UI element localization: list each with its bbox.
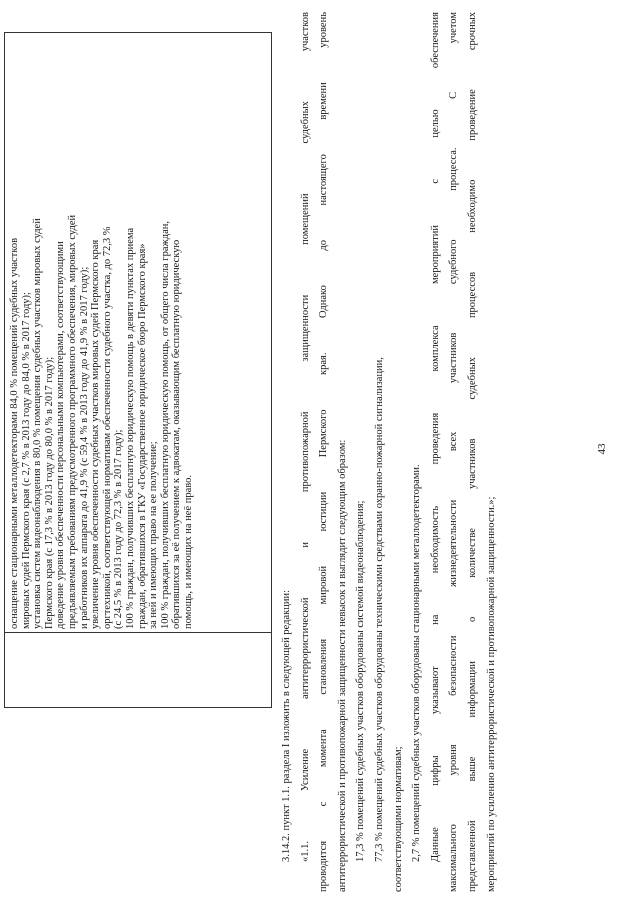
paragraph-line: максимального уровня безопасности жизнедеятельности всех участников судебного процесса. С учетом xyxy=(448,12,460,892)
paragraph-line: проводится с момента становления мировой юстиции Пермского края. Однако до настоящего времени уровень xyxy=(318,12,330,892)
table-line: граждан, обратившихся в ГКУ «Государственное юридическое бюро Пермского края» xyxy=(136,243,148,629)
table-line: и работников их аппарата до 41,9 % (с 59,4 % в 2013 году до 41,9 % в 2017 году); xyxy=(78,266,90,629)
paragraph-line: представленной выше информации о количестве участников судебных процессов необходимо проведение срочных xyxy=(466,12,478,892)
paragraph-line: мероприятий по усилению антитеррористической и противопожарной защищенности.»; xyxy=(485,496,497,892)
table-line: 100 % граждан, получивших бесплатную юридическую помощь, от общего числа граждан, xyxy=(159,221,171,629)
table-line: (с 24,5 % в 2013 году до 72,3 % в 2017 году); xyxy=(113,429,125,629)
indicators-table xyxy=(4,32,272,708)
table-line: доведение уровня обеспеченности персональными компьютерами, соответствующими xyxy=(55,241,67,629)
paragraph-line: антитеррористической и противопожарной защищенности невысок и выглядит следующим образом: xyxy=(336,439,348,892)
paragraph-line: 77,3 % помещений судебных участков оборудованы техническими средствами охранно-пожарной сигнализации, xyxy=(373,357,385,862)
table-line: мировых судей Пермского края (с 2,7 % в 2013 году до 84,0 % в 2017 году); xyxy=(20,292,32,629)
paragraph-line: соответствующими нормативам; xyxy=(392,746,404,892)
section-heading: 3.14.2. пункт 1.1. раздела I изложить в следующей редакции: xyxy=(281,589,292,862)
table-line: увеличение уровня обеспеченности судебных участков мировых судей Пермского края xyxy=(90,239,102,629)
paragraph-line: 2,7 % помещений судебных участков оборудованы стационарными металлодетекторами. xyxy=(411,464,423,862)
table-line: помощь, и имеющих на неё право. xyxy=(182,474,194,629)
table-line: за ней и имеющих право на ее получение; xyxy=(148,441,160,629)
paragraph-line: 17,3 % помещений судебных участков оборудованы системой видеонаблюдения; xyxy=(355,500,367,862)
table-line: Пермского края (с 17,3 % в 2013 году до 80,0 % в 2017 году); xyxy=(43,356,55,629)
table-line: оргтехникой, соответствующей нормативам обеспеченности судебного участка, до 72,3 % xyxy=(101,226,113,629)
table-label-cell xyxy=(5,632,271,707)
paragraph-line: «1.1. Усиление антитеррористической и противопожарной защищенности помещений судебных участков xyxy=(299,12,311,862)
table-line: обратившихся за её получением к адвокатам, оказывающим бесплатную юридическую xyxy=(171,239,183,629)
table-content-cell xyxy=(9,37,195,629)
table-line: оснащение стационарными металлодетекторами 84,0 % помещений судебных участков xyxy=(9,237,20,629)
table-line: 100 % граждан, получивших бесплатную юридическую помощь в девяти пунктах приема xyxy=(124,227,136,629)
paragraph-line: Данные цифры указывают на необходимость проведения комплекса мероприятий с целью обеспечения xyxy=(429,12,441,862)
table-line: предъявляемым требованиям предусмотренного программного обеспечения, мировых судей xyxy=(66,214,78,629)
table-line: установка систем видеонаблюдения в 80,0 % помещения судебных участков мировых судей xyxy=(32,218,44,629)
page-number: 43 xyxy=(596,443,608,455)
document-body xyxy=(278,12,501,892)
